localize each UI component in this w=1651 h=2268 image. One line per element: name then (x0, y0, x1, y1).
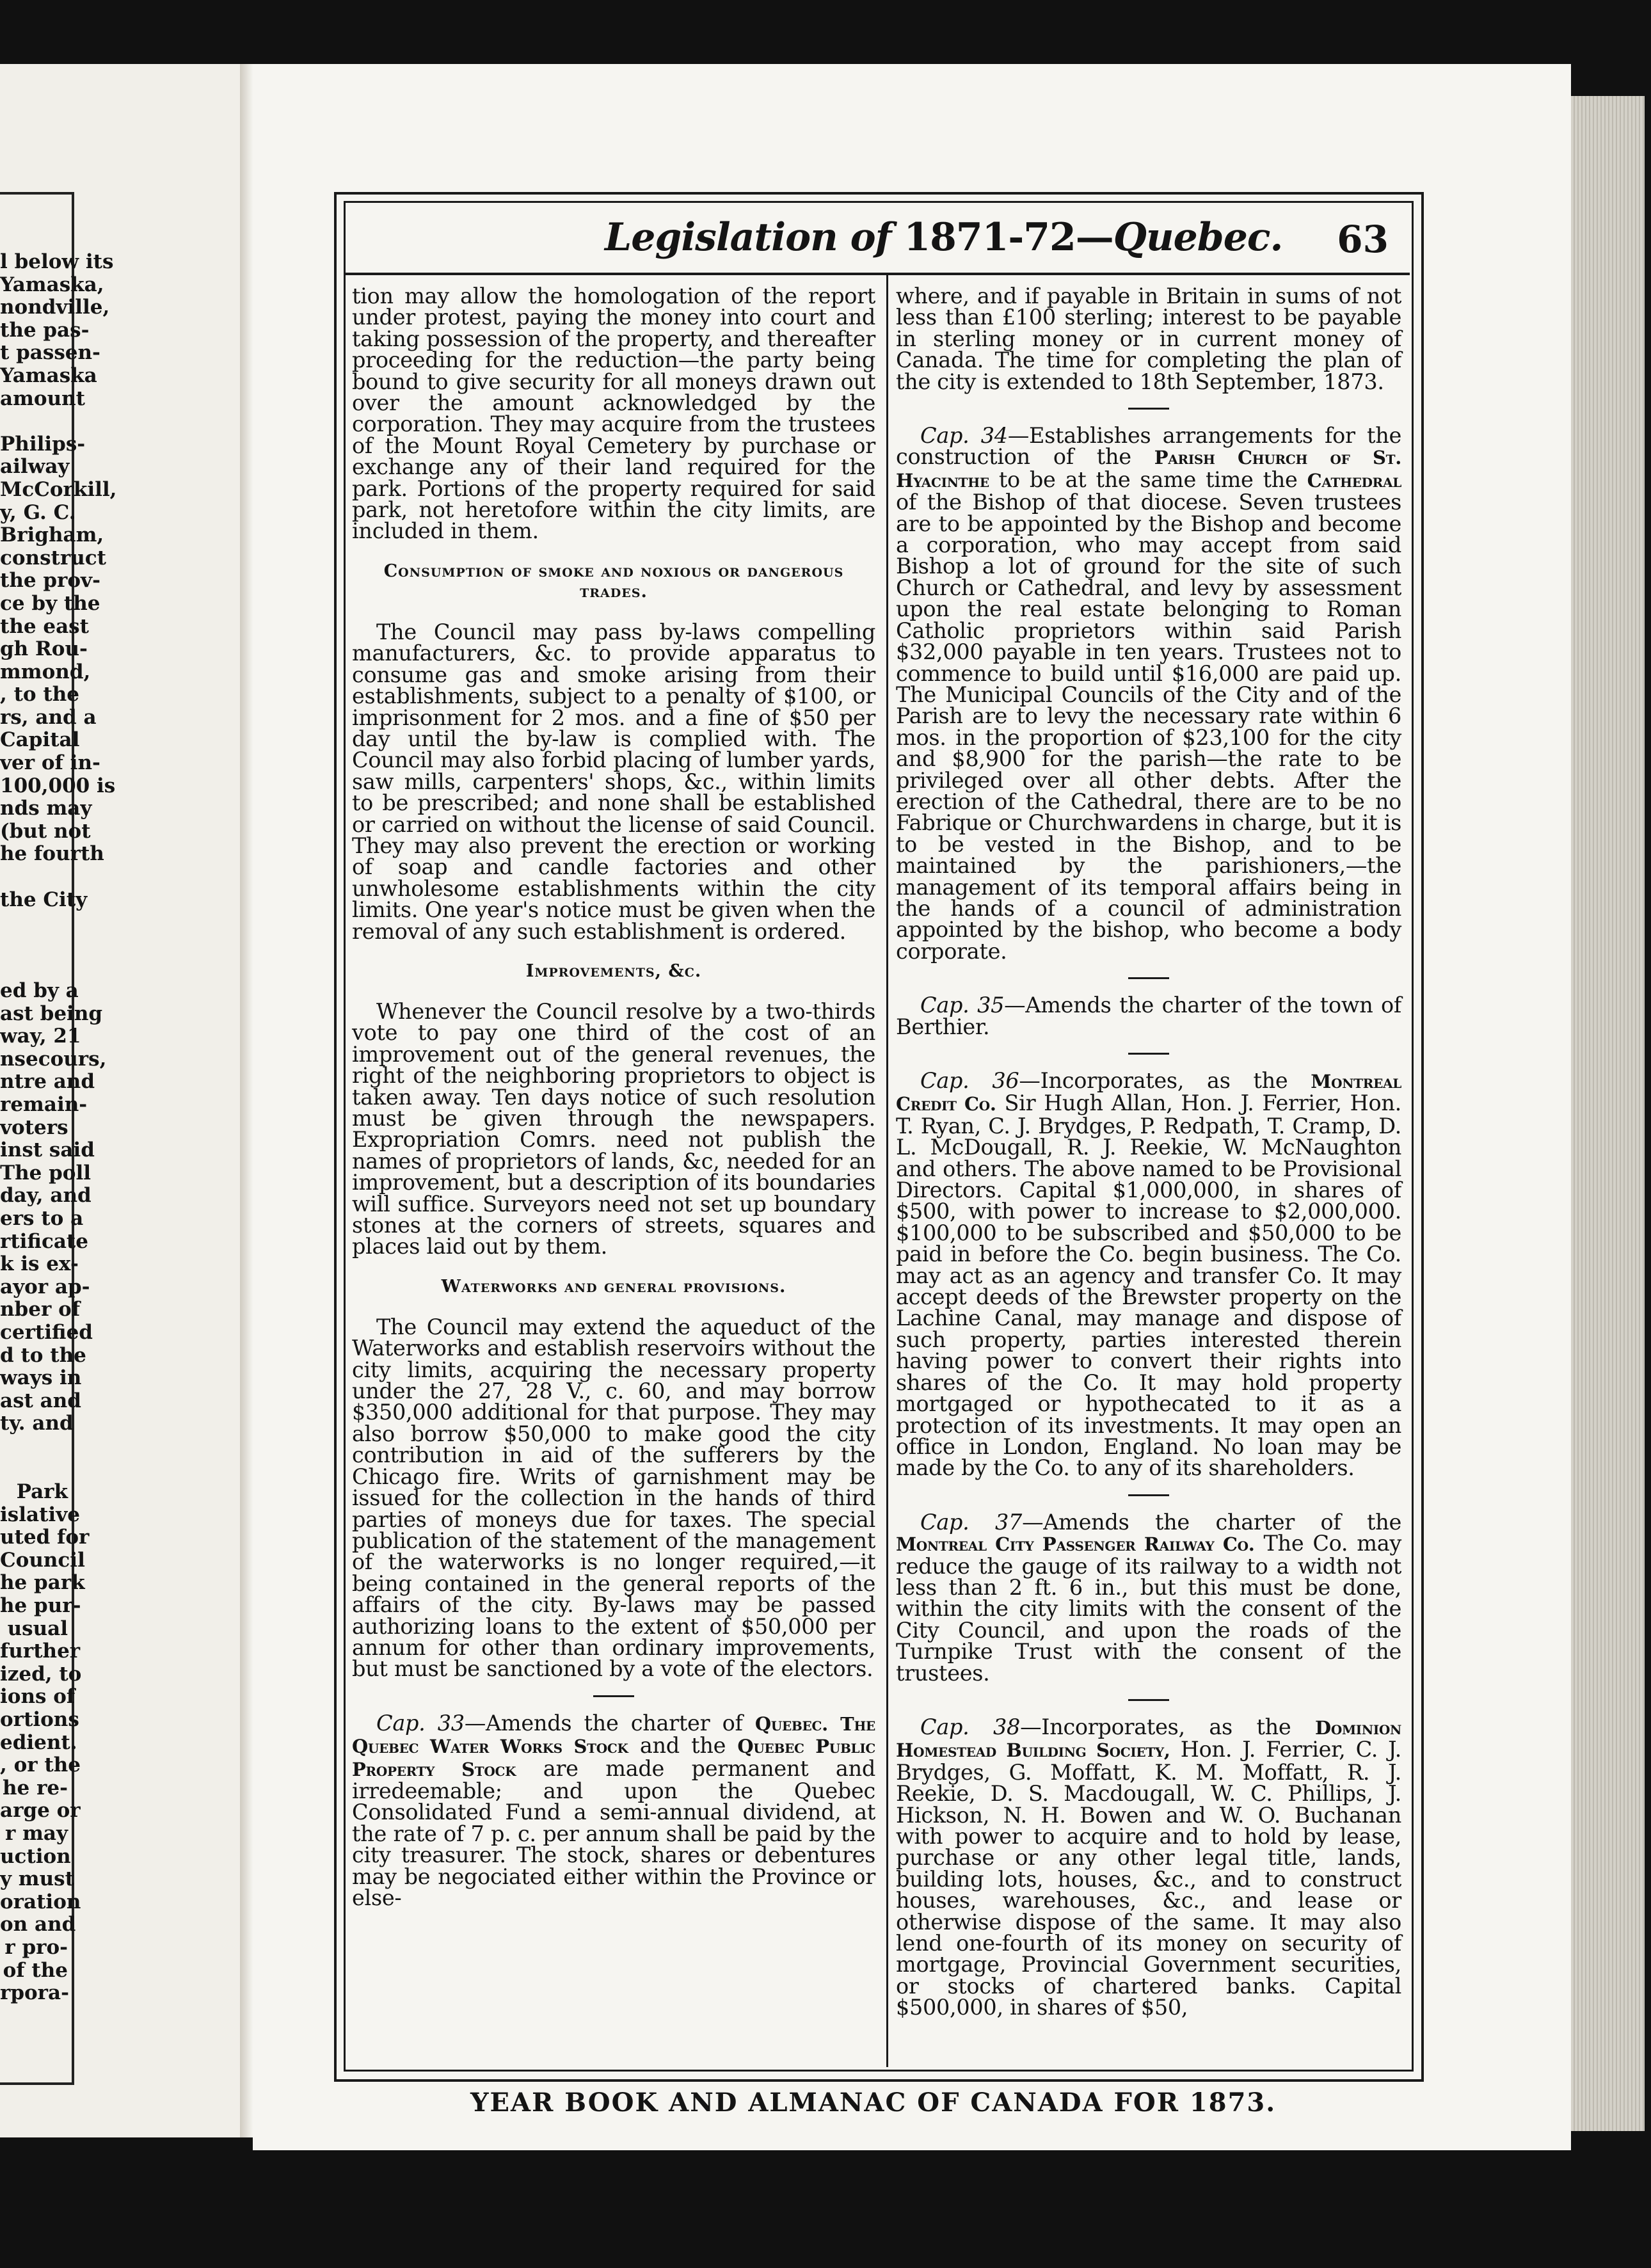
left-page-line: d to the (0, 1343, 86, 1367)
left-page-line: ions of (0, 1685, 76, 1709)
left-page-line: rs, and a (0, 705, 97, 729)
left-page-line: Council (0, 1548, 85, 1572)
left-page-line: ways in (0, 1366, 82, 1390)
cap-label: Cap. 37 (920, 1509, 1023, 1535)
left-page-line: nsecours, (0, 1047, 107, 1071)
cap-label: Cap. 34 (920, 423, 1008, 449)
section-heading-improvements: Improvements, &c. (525, 961, 702, 981)
left-page-line: ty. and (0, 1412, 74, 1435)
separator-rule (1128, 1494, 1169, 1496)
left-page-line: r may (4, 1821, 68, 1845)
left-page-line: 100,000 is (0, 774, 116, 797)
page-number: 63 (1337, 218, 1389, 261)
left-page-line: , to the (0, 683, 79, 707)
left-page-line: Yamaska (0, 363, 97, 387)
left-page-line (0, 934, 68, 957)
left-page-line (0, 410, 68, 433)
left-page-line: he fourth (0, 842, 104, 866)
left-column (352, 285, 875, 1908)
left-page-text (0, 250, 117, 2005)
left-page-line: on and (0, 1913, 76, 1937)
left-page-line: uction (0, 1844, 71, 1868)
left-page-line: y, G. C. (0, 500, 76, 524)
left-page-line: amount (0, 387, 85, 410)
page-edges (1571, 96, 1645, 2131)
left-page-line: nber of (0, 1298, 81, 1322)
left-page-line: ers to a (0, 1206, 84, 1230)
cap-label: Cap. 36 (920, 1068, 1019, 1093)
right-column (896, 285, 1401, 2018)
left-page-line: usual (7, 1617, 68, 1640)
paragraph: Whenever the Council resolve by a two-thirds vote to pay one third of the cost of an improvement out of the general revenues, the right of the neighboring proprietors to object is taken away. Ten days notice of such resolution must be given through the newspapers. Expropriation Comrs. need not publish the names of proprietors of lands, &c, needed for an improvement, but a description of its boundaries will suffice. Surveyors need not set up boundary stones at the corners of streets, squares and places laid out by them. (352, 998, 875, 1259)
left-page-line: nds may (0, 797, 92, 820)
left-page-line: t passen- (0, 341, 100, 365)
left-page-line: nondville, (0, 296, 110, 319)
left-page-line: the prov- (0, 569, 100, 593)
left-page-line: ast and (0, 1389, 81, 1412)
left-page-line: the City (0, 888, 88, 911)
paragraph: tion may allow the homologation of the report under protest, paying the money into court and taking possession of the property, and thereafter proceeding for the reduction—the party being bound to give security for all moneys drawn out over the amount acknowledged by the corporation. They may acquire from the trustees of the Mount Royal Cemetery by purchase or exchange any of their land required for the park. Portions of the property required for said park, not heretofore within the city limits, are included in them. (352, 284, 875, 544)
left-page-line (0, 957, 68, 980)
left-page-line (0, 1435, 68, 1458)
section-heading-smoke: Consumption of smoke and noxious or dangerous trades. (383, 561, 844, 602)
left-page-line: inst said (0, 1138, 95, 1162)
left-page-line: remain- (0, 1092, 88, 1116)
left-page-line: Philips- (0, 432, 86, 456)
separator-rule (1128, 1053, 1169, 1055)
left-page-line: ayor ap- (0, 1275, 90, 1298)
paragraph-cap-38: Cap. 38—Incorporates, as the Dominion Homestead Building Society, Hon. J. Ferrier, C. J. Brydges, G. Moffatt, K. M. Moffatt, R. J. Reekie, D. S. Macdougall, W. C. Phillips, J. Hickson, N. H. Bowen and W. O. Buchanan with power to acquire and to hold by lease, purchase or any other legal title, lands, building lots, houses, &c., and to construct houses, warehouses, &c., and lease or otherwise dispose of the same. It may also lend one-fourth of its money on security of mortgage, Provincial Government securities, or stocks of chartered banks. Capital $500,000, in shares of $50, (896, 1714, 1401, 2020)
cap-label: Cap. 33 (376, 1710, 465, 1736)
separator-rule (1128, 977, 1169, 979)
paragraph: The Council may extend the aqueduct of the Waterworks and establish reservoirs without the city limits, acquiring the necessary property under the 27, 28 V., c. 60, and may borrow $350,000 additional for that purpose. They may also borrow $50,000 to make good the city contribution in aid of the sufferers by the Chicago fire. Writs of garnishment may be issued for the collection in the hands of third parties of moneys due for taxes. The special publication of the statement of the management of the waterworks is no longer required,—it being contained in the general reports of the affairs of the city. By-laws may be passed authorizing loans to the extent of $50,000 per annum for other than ordinary improvements, but must be sanctioned by a vote of the electors. (352, 1314, 875, 1682)
separator-rule (1128, 1699, 1169, 1701)
paragraph-cap-35: Cap. 35—Amends the charter of the town of Berthier. (896, 993, 1402, 1039)
left-page-line: k is ex- (0, 1252, 79, 1276)
left-page-line: certified (0, 1320, 93, 1344)
separator-rule (1128, 408, 1169, 410)
paragraph-cap-33: Cap. 33—Amends the charter of Quebec. The Quebec Water Works Stock and the Quebec Public Property Stock are made permanent and irredeemable; and upon the Quebec Consolidated Fund a semi-annual dividend, at the rate of 7 p. c. per annum shall be paid by the city treasurer. The stock, shares or debentures may be negociated either within the Province or else- (352, 1710, 876, 1910)
left-page-line: further (0, 1640, 81, 1663)
paragraph-cap-36: Cap. 36—Incorporates, as the Montreal Credit Co. Sir Hugh Allan, Hon. J. Ferrier, Hon. T. Ryan, C. J. Brydges, P. Redpath, T. Cramp, D. L. McDougall, R. J. Reekie, W. McNaughton and others. The above named to be Provisional Directors. Capital $1,000,000, in shares of $500, with power to increase to $2,000,000. $100,000 to be subscribed and $50,000 to be paid in before the Co. begin business. The Co. may act as an agency and transfer Co. It may accept deeds of the Brewster property on the Lachine Canal, may manage and dispose of such property, parties interested therein having power to convert their rights into shares of the Co. It may hold property mortgaged or hypothecated to it as a protection of its investments. It may open an office in London, England. No loan may be made by the Co. to any of its shareholders. (896, 1068, 1401, 1481)
separator-rule (593, 1695, 634, 1697)
left-page-line: gh Rou- (0, 637, 88, 661)
page-title: Legislation of 1871-72—Quebec. (605, 215, 1283, 260)
header-rule (346, 273, 1410, 275)
left-page-line: of the (3, 1958, 68, 1982)
left-page-line: ized, to (0, 1662, 82, 1686)
left-page-line: islative (0, 1503, 80, 1526)
running-head (346, 211, 1408, 269)
left-page-line: rpora- (0, 1981, 69, 2005)
left-page-line: l below its (0, 250, 114, 273)
paragraph-cap-37: Cap. 37—Amends the charter of the Montreal City Passenger Railway Co. The Co. may reduce the gauge of its railway to a width not less than 2 ft. 6 in., but this must be done, within the city limits with the consent of the City Council, and upon the roads of the Turnpike Trust with the consent of the trustees. (896, 1509, 1401, 1686)
left-page-line: ntre and (0, 1070, 95, 1094)
left-page-line: Park (16, 1480, 68, 1504)
left-page-line: ast being (0, 1002, 103, 1025)
section-heading-waterworks: Waterworks and general provisions. (441, 1276, 786, 1297)
left-page-line: he pur- (0, 1594, 81, 1618)
paragraph: where, and if payable in Britain in sums of not less than £100 sterling; interest to be payable in sterling money or in current money of Canada. The time for completing the plan of the city is extended to 18th September, 1873. (896, 284, 1401, 394)
left-page-line: way, 21 (0, 1025, 81, 1048)
left-page-line: Capital (0, 728, 80, 752)
column-rule (886, 275, 888, 2067)
left-page-line: ortions (0, 1708, 79, 1731)
left-page-line: mmond, (0, 660, 91, 683)
left-page-line: The poll (0, 1161, 92, 1185)
paragraph-cap-34: Cap. 34—Establishes arrangements for the construction of the Parish Church of St. Hyacinthe to be at the same time the Cathedral of the Bishop of that diocese. Seven trustees are to be appointed by the Bishop and become a corporation, who may accept from said Bishop a lot of ground for the site of such Church or Cathedral, and levy by assessment upon the real estate belonging to Roman Catholic proprietors within said Parish $32,000 payable in ten years. Trustees not to commence to build until $16,000 are paid up. The Municipal Councils of the City and of the Parish are to levy the necessary rate within 6 mos. in the proportion of $23,100 for the city and $8,900 for the parish—the rate to be privileged over all other debts. After the erection of the Cathedral, there are to be no Fabrique or Churchwardens in charge, but it is to be vested in the Bishop, and to be maintained by the parishioners,—the management of its temporal affairs being in the hands of a council of administration appointed by the bishop, who become a body corporate. (896, 423, 1401, 964)
left-page-line: McCorkill, (0, 477, 117, 501)
left-page-line: (but not (0, 819, 91, 843)
left-page-line: edient. (0, 1730, 77, 1754)
left-page-line: he re- (3, 1776, 68, 1800)
left-page-line (0, 911, 68, 934)
page-footer: YEAR BOOK AND ALMANAC OF CANADA FOR 1873. (470, 2088, 1277, 2118)
left-page-line: the east (0, 614, 89, 638)
left-page-line: ver of in- (0, 751, 100, 775)
left-page-line: construct (0, 546, 106, 570)
left-page-line (0, 1458, 68, 1481)
left-page-line: Brigham, (0, 523, 104, 547)
left-page-line: r pro- (4, 1935, 68, 1959)
left-page-line: y must (0, 1867, 74, 1891)
left-page-line: oration (0, 1890, 81, 1913)
left-page-line: rtificate (0, 1229, 88, 1253)
left-page-line: the pas- (0, 318, 90, 342)
left-page-line: he park (0, 1571, 85, 1595)
cap-label: Cap. 35 (920, 993, 1005, 1018)
left-page-line: voters (0, 1115, 68, 1139)
left-page-line: arge or (0, 1799, 81, 1823)
cap-label: Cap. 38 (920, 1714, 1021, 1739)
left-page-line: Yamaska, (0, 273, 104, 296)
book-gutter (240, 64, 253, 2137)
paragraph: The Council may pass by-laws compelling manufacturers, &c. to provide apparatus to consume gas and smoke arising from their establishments, subject to a penalty of $100, or imprisonment for 2 mos. and a fine of $50 per day until the by-law is complied with. The Council may also forbid placing of lumber yards, saw mills, carpenters' shops, &c., within limits to be prescribed; and none shall be established or carried on without the license of said Council. They may also prevent the erection or working of soap and candle factories and other unwholesome establishments within the city limits. One year's notice must be given when the removal of any such establishment is ordered. (352, 619, 875, 944)
left-page-line: ce by the (0, 591, 100, 615)
left-page-line: day, and (0, 1184, 92, 1208)
left-page-line: ed by a (0, 979, 79, 1002)
left-page-line: ailway (0, 455, 70, 479)
left-page-line: , or the (0, 1753, 81, 1777)
left-page-line (0, 866, 68, 889)
left-page-line: uted for (0, 1526, 90, 1549)
